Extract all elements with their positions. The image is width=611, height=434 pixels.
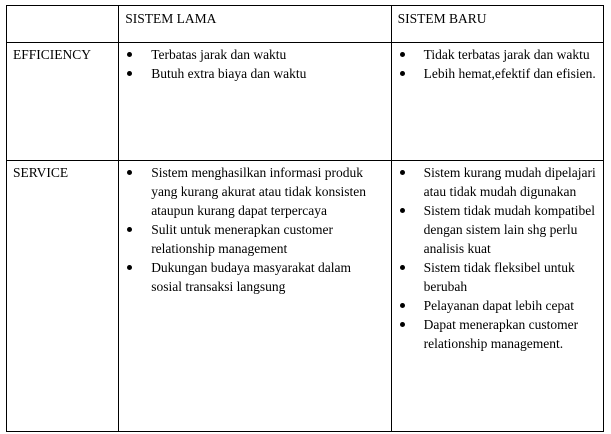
cell-efficiency-baru	[391, 43, 603, 161]
comparison-table	[6, 5, 604, 432]
row-label-efficiency: EFFICIENCY	[7, 43, 119, 161]
bullet-list	[398, 45, 597, 83]
list-item	[398, 315, 597, 353]
bullet-list	[398, 163, 597, 353]
list-item	[125, 45, 384, 64]
bullet-icon	[400, 71, 405, 76]
cell-service-baru	[391, 161, 603, 432]
header-sistem-baru: SISTEM BARU	[391, 6, 603, 43]
list-item	[125, 163, 384, 220]
table-row-service	[7, 161, 604, 432]
list-item	[398, 64, 597, 83]
bullet-icon	[400, 170, 405, 175]
bullet-icon	[400, 265, 405, 270]
list-item-text: Terbatas jarak dan waktu	[151, 47, 287, 62]
header-sistem-lama: SISTEM LAMA	[119, 6, 391, 43]
bullet-icon	[400, 52, 405, 57]
bullet-icon	[127, 71, 132, 76]
bullet-list	[125, 45, 384, 83]
list-item-text: Sistem tidak fleksibel untuk berubah	[423, 260, 575, 294]
list-item	[398, 163, 597, 201]
list-item-text: Dapat menerapkan customer relationship management.	[423, 317, 579, 351]
list-item	[398, 201, 597, 258]
list-item	[125, 64, 384, 83]
bullet-icon	[127, 227, 132, 232]
bullet-icon	[400, 322, 405, 327]
list-item	[125, 258, 384, 296]
list-item-text: Sistem kurang mudah dipelajari atau tidak mudah digunakan	[423, 165, 596, 199]
list-item-text: Sistem menghasilkan informasi produk yang kurang akurat atau tidak konsisten ataupun kurang dapat terpercaya	[151, 165, 367, 218]
header-blank-cell	[7, 6, 119, 43]
bullet-icon	[127, 265, 132, 270]
bullet-icon	[127, 52, 132, 57]
cell-efficiency-lama	[119, 43, 391, 161]
table-row-efficiency	[7, 43, 604, 161]
list-item-text: Sistem tidak mudah kompatibel dengan sistem lain shg perlu analisis kuat	[423, 203, 595, 256]
list-item-text: Tidak terbatas jarak dan waktu	[423, 47, 590, 62]
list-item	[398, 45, 597, 64]
list-item	[398, 296, 597, 315]
list-item-text: Pelayanan dapat lebih cepat	[423, 298, 574, 313]
bullet-list	[125, 163, 384, 296]
row-label-service: SERVICE	[7, 161, 119, 432]
header-row	[7, 6, 604, 43]
bullet-icon	[400, 208, 405, 213]
list-item-text: Sulit untuk menerapkan customer relationship management	[151, 222, 334, 256]
list-item	[398, 258, 597, 296]
list-item-text: Lebih hemat,efektif dan efisien.	[423, 66, 596, 81]
cell-service-lama	[119, 161, 391, 432]
bullet-icon	[127, 170, 132, 175]
bullet-icon	[400, 303, 405, 308]
list-item-text: Dukungan budaya masyarakat dalam sosial transaksi langsung	[151, 260, 351, 294]
list-item-text: Butuh extra biaya dan waktu	[151, 66, 307, 81]
list-item	[125, 220, 384, 258]
